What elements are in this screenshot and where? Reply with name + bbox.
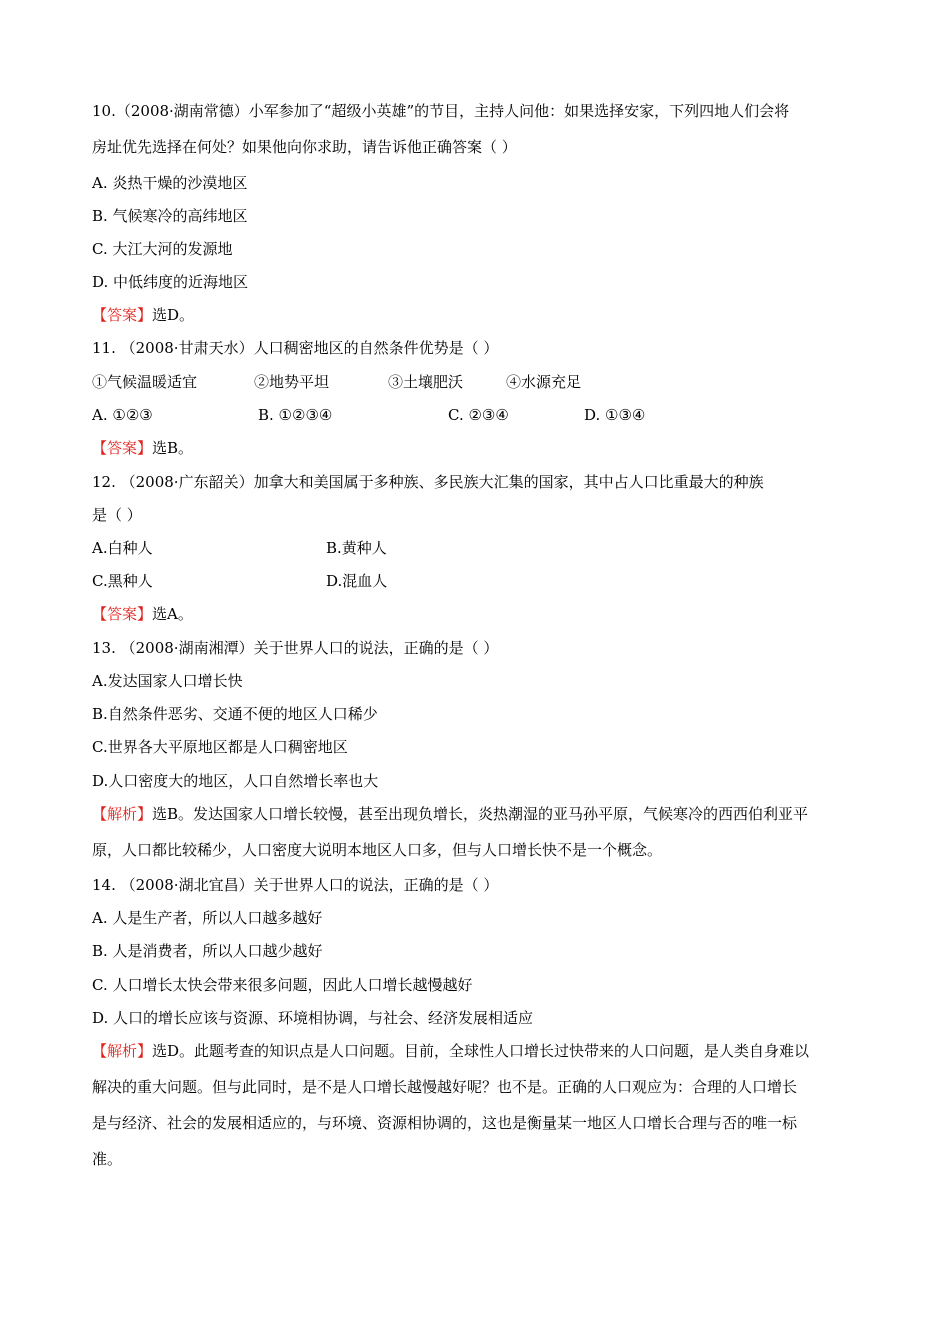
q14-option-b: B. 人是消费者，所以人口越少越好 — [92, 942, 323, 960]
q14-stem: 14. （2008·湖北宜昌）关于世界人口的说法，正确的是（ ） — [92, 876, 499, 894]
q10-option-b: B. 气候寒冷的高纬地区 — [92, 207, 248, 225]
analysis-text: 选B。发达国家人口增长较慢，甚至出现负增长，炎热潮湿的亚马孙平原，气候寒冷的西西伯利亚平 — [152, 805, 809, 823]
q11-condition-1: ①气候温暖适宜 — [92, 373, 198, 391]
answer-tag: 【答案】 — [92, 306, 153, 324]
q11-option-b: B. ①②③④ — [258, 406, 333, 424]
q11-conditions — [92, 372, 862, 392]
q13-option-b: B.自然条件恶劣、交通不便的地区人口稀少 — [92, 705, 378, 723]
q11-option-a: A. ①②③ — [92, 406, 153, 424]
q10-stem-line1: 10.（2008·湖南常德）小军参加了“超级小英雄”的节目，主持人问他：如果选择安家，下列四地人们会将 — [92, 102, 790, 120]
q12-answer — [92, 604, 193, 624]
q11-option-d: D. ①③④ — [584, 406, 646, 424]
q11-options — [92, 405, 862, 425]
q14-option-a: A. 人是生产者，所以人口越多越好 — [92, 909, 323, 927]
analysis-text: 选D。此题考查的知识点是人口问题。目前，全球性人口增长过快带来的人口问题，是人类自身难以 — [152, 1042, 810, 1060]
answer-text: 选A。 — [152, 605, 193, 623]
q10-answer — [92, 305, 194, 325]
q13-stem: 13. （2008·湖南湘潭）关于世界人口的说法，正确的是（ ） — [92, 639, 499, 657]
q12-option-d: D.混血人 — [326, 572, 388, 590]
answer-tag: 【答案】 — [92, 605, 153, 623]
answer-tag: 【答案】 — [92, 439, 153, 457]
q12-options-row1 — [92, 538, 862, 558]
q13-analysis-line1 — [92, 804, 808, 824]
q13-option-c: C.世界各大平原地区都是人口稠密地区 — [92, 738, 348, 756]
q14-analysis-line3: 是与经济、社会的发展相适应的，与环境、资源相协调的，这也是衡量某一地区人口增长合理与否的唯一标 — [92, 1114, 798, 1132]
q13-option-d: D.人口密度大的地区，人口自然增长率也大 — [92, 772, 379, 790]
q14-option-c: C. 人口增长太快会带来很多问题，因此人口增长越慢越好 — [92, 976, 473, 994]
q11-condition-4: ④水源充足 — [506, 373, 582, 391]
q11-condition-3: ③土壤肥沃 — [388, 373, 464, 391]
q13-option-a: A.发达国家人口增长快 — [92, 672, 243, 690]
q14-analysis-line2: 解决的重大问题。但与此同时，是不是人口增长越慢越好呢？也不是。正确的人口观应为：合理的人口增长 — [92, 1078, 798, 1096]
q12-option-a: A.白种人 — [92, 539, 153, 557]
q12-option-c: C.黑种人 — [92, 572, 153, 590]
q10-option-a: A. 炎热干燥的沙漠地区 — [92, 174, 248, 192]
q12-stem-line1: 12. （2008·广东韶关）加拿大和美国属于多种族、多民族大汇集的国家，其中占人口比重最大的种族 — [92, 473, 764, 491]
q11-answer — [92, 438, 193, 458]
answer-text: 选D。 — [152, 306, 195, 324]
q12-stem-line2: 是（ ） — [92, 506, 142, 524]
q10-stem-line2: 房址优先选择在何处？如果他向你求助，请告诉他正确答案（ ） — [92, 138, 517, 156]
q14-analysis-line4: 准。 — [92, 1150, 123, 1168]
q11-stem: 11. （2008·甘肃天水）人口稠密地区的自然条件优势是（ ） — [92, 339, 499, 357]
q10-option-c: C. 大江大河的发源地 — [92, 240, 233, 258]
q12-options-row2 — [92, 571, 862, 591]
q11-condition-2: ②地势平坦 — [254, 373, 330, 391]
q10-option-d: D. 中低纬度的近海地区 — [92, 273, 249, 291]
q14-analysis-line1 — [92, 1041, 809, 1061]
analysis-tag: 【解析】 — [92, 805, 153, 823]
q14-option-d: D. 人口的增长应该与资源、环境相协调，与社会、经济发展相适应 — [92, 1009, 534, 1027]
q13-analysis-line2: 原，人口都比较稀少，人口密度大说明本地区人口多，但与人口增长快不是一个概念。 — [92, 841, 663, 859]
q11-option-c: C. ②③④ — [448, 406, 509, 424]
answer-text: 选B。 — [152, 439, 194, 457]
q12-option-b: B.黄种人 — [326, 539, 387, 557]
analysis-tag: 【解析】 — [92, 1042, 153, 1060]
